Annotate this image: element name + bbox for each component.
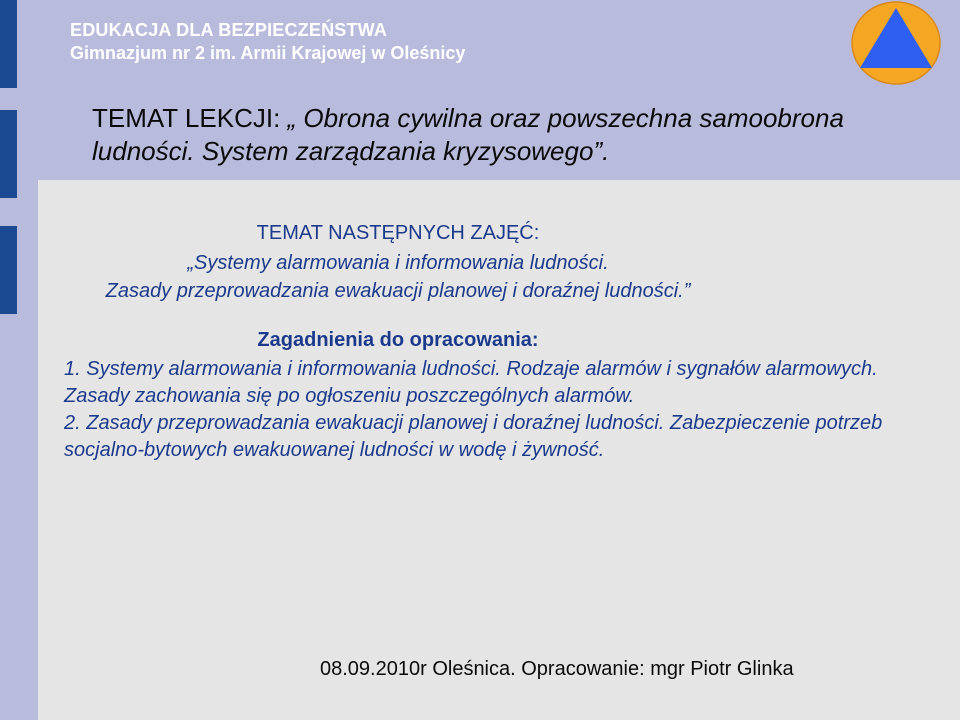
header-subtitle: Gimnazjum nr 2 im. Armii Krajowej w Oleśnicy [70,43,466,63]
lesson-topic [92,102,952,168]
side-bar-bottom [0,226,17,314]
next-topic-heading: TEMAT NASTĘPNYCH ZAJĘĆ: [256,222,540,244]
issues-list [64,356,944,464]
issues-heading: Zagadnienia do opracowania: [257,329,539,351]
lesson-topic-label: TEMAT LEKCJI: [92,103,281,133]
header-title: EDUKACJA DLA BEZPIECZEŃSTWA [70,20,388,40]
issues-item-1: 1. Systemy alarmowania i informowania ludności. Rodzaje alarmów i sygnałów alarmowych. Zasady zachowania się po ogłoszeniu poszczególnych alarmów. [64,358,878,407]
next-topic-line-2: Zasady przeprowadzania ewakuacji planowej i doraźnej ludności.” [105,280,691,302]
next-topic-line-1: „Systemy alarmowania i informowania ludności. [187,252,609,274]
issues-item-2: 2. Zasady przeprowadzania ewakuacji planowej i doraźnej ludności. Zabezpieczenie potrzeb socjalno-bytowych ewakuowanej ludności w wodę i żywność. [64,412,883,461]
side-bar-top [0,0,17,88]
lesson-topic-text: „ Obrona cywilna oraz powszechna samoobrona ludności. System zarządzania kryzysowego”. [92,103,844,166]
content-panel [38,180,960,720]
footer-author: 08.09.2010r Oleśnica. Opracowanie: mgr Piotr Glinka [320,658,794,680]
civil-defense-triangle-icon [850,0,942,86]
side-bar-middle [0,110,17,198]
